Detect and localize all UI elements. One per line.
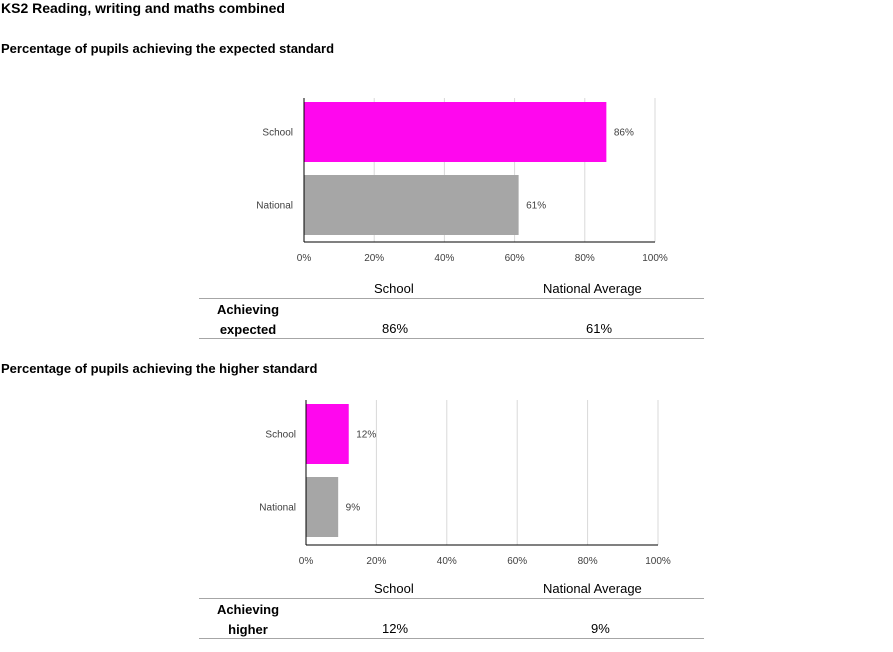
category-label: National — [256, 200, 293, 212]
table-row-label — [199, 300, 297, 340]
table-school-value: 86% — [382, 321, 409, 336]
table-header-school: School — [374, 281, 414, 296]
data-label: 61% — [526, 200, 547, 212]
category-label: School — [265, 429, 296, 441]
row-label-line1: Achieving — [216, 302, 280, 317]
table-national-value: 9% — [591, 621, 610, 636]
table-header-school: School — [374, 581, 414, 596]
x-tick-label: 20% — [366, 556, 387, 567]
data-label: 86% — [613, 127, 634, 139]
table-header-national: National Average — [543, 281, 642, 296]
expected-standard-bar-chart — [0, 90, 893, 275]
x-tick-label: 0% — [296, 253, 312, 264]
table-top-rule — [199, 598, 704, 599]
x-tick-label: 80% — [574, 253, 595, 264]
x-tick-label: 100% — [645, 556, 671, 567]
section-2-subtitle: Percentage of pupils achieving the higher standard — [1, 361, 318, 376]
bar-national — [305, 175, 519, 235]
row-label-line2: expected — [219, 322, 277, 337]
bar-school — [307, 404, 349, 464]
row-label-line2: higher — [228, 622, 268, 637]
table-bottom-rule — [199, 638, 704, 639]
x-tick-label: 20% — [364, 253, 385, 264]
higher-standard-bar-chart — [0, 392, 893, 577]
bar-national — [307, 477, 339, 537]
data-label: 12% — [356, 429, 377, 441]
category-label: National — [259, 502, 296, 514]
table-bottom-rule — [199, 338, 704, 339]
higher-standard-table — [199, 581, 704, 641]
table-row-label — [199, 600, 297, 640]
page-title: KS2 Reading, writing and maths combined — [1, 0, 285, 16]
x-tick-label: 0% — [298, 556, 314, 567]
bar-school — [305, 102, 607, 162]
table-header-national: National Average — [543, 581, 642, 596]
data-label: 9% — [345, 502, 361, 514]
x-tick-label: 80% — [577, 556, 598, 567]
x-tick-label: 40% — [436, 556, 457, 567]
row-label-line1: Achieving — [216, 602, 280, 617]
expected-standard-table — [199, 281, 704, 341]
category-label: School — [262, 127, 293, 139]
x-tick-label: 60% — [507, 556, 528, 567]
table-school-value: 12% — [382, 621, 409, 636]
x-tick-label: 100% — [642, 253, 668, 264]
x-tick-label: 40% — [434, 253, 455, 264]
table-national-value: 61% — [586, 321, 613, 336]
table-top-rule — [199, 298, 704, 299]
section-1-subtitle: Percentage of pupils achieving the expected standard — [1, 41, 335, 56]
x-tick-label: 60% — [504, 253, 525, 264]
